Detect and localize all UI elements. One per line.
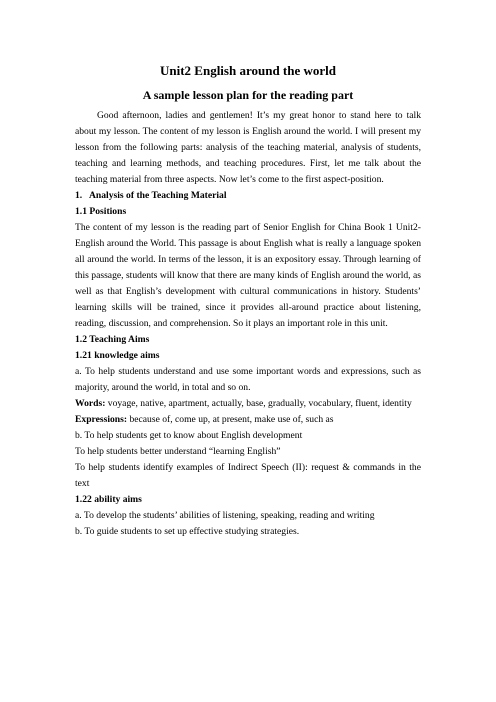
document-page <box>75 60 421 540</box>
expressions-list: because of, come up, at present, make use of, such as <box>127 414 334 425</box>
section-1-number: 1. <box>75 190 83 201</box>
section-1-title: Analysis of the Teaching Material <box>89 190 227 201</box>
positions-paragraph: The content of my lesson is the reading part of Senior English for China Book 1 Unit2-English around the World. This passage is about English what is really a language spoken all around the world. In terms of the lesson, it is an expository essay. Through learning of this passage, students will know that there are many kinds of English around the world, as well as that English’s development with cultural communications in history. Students’ learning skills will be trained, since it provides all-around practice about listening, reading, discussion, and comprehension. So it plays an important role in this unit. <box>75 222 421 329</box>
teaching-aims-heading: 1.2 Teaching Aims <box>75 334 150 345</box>
knowledge-aims-heading: 1.21 knowledge aims <box>75 350 160 361</box>
words-label: Words: <box>75 398 106 409</box>
ability-aim-b: b. To guide students to set up effective studying strategies. <box>75 526 300 537</box>
expressions-line <box>75 412 421 428</box>
knowledge-aim-b: b. To help students get to know about English development <box>75 430 303 441</box>
indirect-speech-line: To help students identify examples of Indirect Speech (II): request & commands in the text <box>75 462 421 489</box>
words-list: voyage, native, apartment, actually, base, gradually, vocabulary, fluent, identity <box>105 398 412 409</box>
understand-learning-line: To help students better understand “learning English” <box>75 446 281 457</box>
words-line <box>75 396 421 412</box>
intro-paragraph: Good afternoon, ladies and gentlemen! It’s my great honor to stand here to talk about my lesson. The content of my lesson is English around the world. I will present my lesson from the following parts: analysis of the teaching material, analysis of students, teaching and learning methods, and teaching procedures. First, let me talk about the teaching material from three aspects. Now let’s come to the first aspect-position. <box>75 110 421 185</box>
positions-heading: 1.1 Positions <box>75 206 127 217</box>
section-1-heading <box>75 188 421 204</box>
ability-aim-a: a. To develop the students’ abilities of listening, speaking, reading and writing <box>75 510 375 521</box>
knowledge-aim-a: a. To help students understand and use some important words and expressions, such as majority, around the world, in total and so on. <box>75 366 421 393</box>
document-title: Unit2 English around the world <box>159 63 337 78</box>
document-subtitle: A sample lesson plan for the reading part <box>142 88 354 102</box>
expressions-label: Expressions: <box>75 414 128 425</box>
ability-aims-heading: 1.22 ability aims <box>75 494 142 505</box>
